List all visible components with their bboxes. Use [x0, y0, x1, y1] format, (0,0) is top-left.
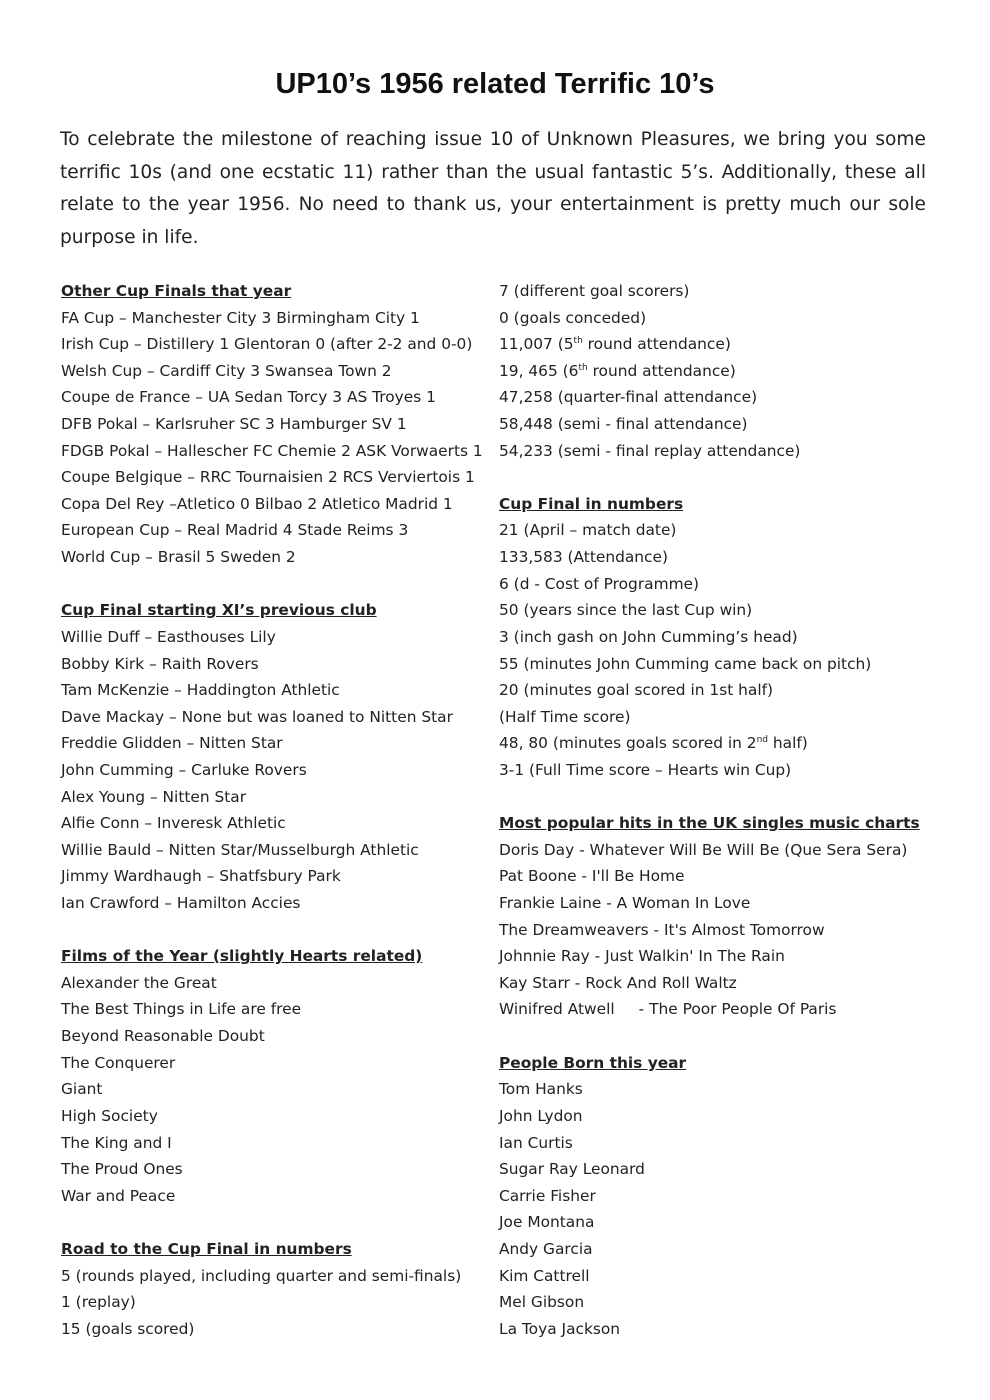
road-list-attendance	[499, 384, 939, 464]
list-item: Mel Gibson	[499, 1293, 585, 1312]
list-item: DFB Pokal – Karlsruher SC 3 Hamburger SV 1	[61, 415, 407, 434]
list-item: Copa Del Rey –Atletico 0 Bilbao 2 Atletico Madrid 1	[61, 494, 453, 513]
list-item: War and Peace	[61, 1186, 176, 1205]
section-gap	[61, 571, 481, 598]
list-item: Alfie Conn – Inveresk Athletic	[61, 814, 286, 833]
list-item: Coupe de France – UA Sedan Torcy 3 AS Troyes 1	[61, 388, 436, 407]
list-item: Alex Young – Nitten Star	[61, 787, 247, 806]
section-heading-final-numbers: Cup Final in numbers	[499, 494, 684, 513]
list-item: Alexander the Great	[61, 973, 217, 992]
list-item: Sugar Ray Leonard	[499, 1160, 645, 1179]
list-item: Ian Crawford – Hamilton Accies	[61, 894, 301, 913]
section-heading-previous-clubs: Cup Final starting XI’s previous club	[61, 601, 377, 620]
list-item: Pat Boone - I'll Be Home	[499, 867, 685, 886]
list-item: Freddie Glidden – Nitten Star	[61, 734, 283, 753]
list-item: Doris Day - Whatever Will Be Will Be (Que Sera Sera)	[499, 840, 908, 859]
list-item: 7 (different goal scorers)	[499, 282, 690, 300]
section-gap	[499, 1023, 939, 1050]
list-item: Tom Hanks	[499, 1080, 583, 1099]
list-item: The Proud Ones	[61, 1160, 183, 1179]
intro-paragraph: To celebrate the milestone of reaching issue 10 of Unknown Pleasures, we bring you some terrific 10s (and one ecstatic 11) rather than the usual fantastic 5’s. Additionally, these all relate to the year 1956. No need to thank us, your entertainment is pretty much our sole purpose in life.	[60, 129, 926, 248]
list-item: The Dreamweavers - It's Almost Tomorrow	[499, 920, 825, 939]
list-item: 47,258 (quarter-final attendance)	[499, 388, 758, 407]
cup-finals-list	[61, 305, 481, 571]
list-item: La Toya Jackson	[499, 1319, 621, 1338]
section-gap	[499, 464, 939, 491]
list-item: 15 (goals scored)	[61, 1319, 195, 1338]
list-item: 55 (minutes John Cumming came back on pitch)	[499, 654, 872, 673]
list-item: 5 (rounds played, including quarter and semi-finals)	[61, 1266, 462, 1285]
right-column	[499, 278, 939, 1342]
final-numbers-list	[499, 517, 939, 730]
list-item: The Conquerer	[61, 1053, 176, 1072]
section-heading-road-to-final: Road to the Cup Final in numbers	[61, 1239, 352, 1258]
list-item: Bobby Kirk – Raith Rovers	[61, 654, 259, 673]
section-heading-hits: Most popular hits in the UK singles music charts	[499, 814, 920, 833]
list-item: 21 (April – match date)	[499, 521, 677, 540]
list-item: 20 (minutes goal scored in 1st half)	[499, 681, 774, 700]
list-item: FA Cup – Manchester City 3 Birmingham City 1	[61, 308, 420, 327]
list-item: 11,007 (5th round attendance)	[499, 335, 731, 354]
list-item: 50 (years since the last Cup win)	[499, 601, 753, 620]
list-item: 1 (replay)	[61, 1293, 136, 1312]
list-item: John Lydon	[499, 1106, 583, 1125]
left-column	[61, 278, 481, 1342]
list-item: 58,448 (semi - final attendance)	[499, 415, 748, 434]
list-item: Jimmy Wardhaugh – Shatfsbury Park	[61, 867, 341, 886]
list-item: Coupe Belgique – RRC Tournaisien 2 RCS Verviertois 1	[61, 468, 475, 487]
list-item: Dave Mackay – None but was loaned to Nitten Star	[61, 707, 453, 726]
hits-list	[499, 837, 939, 997]
list-item: Kay Starr - Rock And Roll Waltz	[499, 973, 737, 992]
list-item: FDGB Pokal – Hallescher FC Chemie 2 ASK Vorwaerts 1	[61, 441, 483, 460]
section-heading-films: Films of the Year (slightly Hearts related)	[61, 947, 423, 966]
list-item: Beyond Reasonable Doubt	[61, 1027, 265, 1046]
section-gap	[61, 1209, 481, 1236]
list-item: 48, 80 (minutes goals scored in 2nd half)	[499, 734, 808, 753]
list-item: The Best Things in Life are free	[61, 1000, 302, 1019]
list-item: Ian Curtis	[499, 1133, 573, 1152]
list-item: 54,233 (semi - final replay attendance)	[499, 441, 801, 460]
section-heading-born: People Born this year	[499, 1053, 687, 1072]
list-item: Willie Bauld – Nitten Star/Musselburgh Athletic	[61, 840, 419, 859]
born-list	[499, 1076, 939, 1342]
list-item: 6 (d - Cost of Programme)	[499, 574, 700, 593]
page-title: UP10’s 1956 related Terrific 10’s	[275, 68, 715, 100]
list-item: Frankie Laine - A Woman In Love	[499, 894, 751, 913]
list-item: Kim Cattrell	[499, 1266, 590, 1285]
section-heading-cup-finals: Other Cup Finals that year	[61, 282, 292, 300]
list-item: Tam McKenzie – Haddington Athletic	[61, 681, 340, 700]
list-item: John Cumming – Carluke Rovers	[61, 760, 307, 779]
list-item: Winifred Atwell - The Poor People Of Paris	[499, 1000, 837, 1019]
list-item: Welsh Cup – Cardiff City 3 Swansea Town 2	[61, 361, 392, 380]
films-list	[61, 970, 481, 1209]
list-item: 0 (goals conceded)	[499, 308, 647, 327]
list-item: (Half Time score)	[499, 707, 631, 726]
list-item: High Society	[61, 1106, 158, 1125]
list-item: 133,583 (Attendance)	[499, 548, 668, 567]
list-item: Johnnie Ray - Just Walkin' In The Rain	[499, 947, 785, 966]
list-item: Joe Montana	[499, 1213, 595, 1232]
list-item: Andy Garcia	[499, 1239, 593, 1258]
list-item: European Cup – Real Madrid 4 Stade Reims 3	[61, 521, 409, 540]
section-gap	[61, 917, 481, 944]
list-item: World Cup – Brasil 5 Sweden 2	[61, 548, 296, 567]
list-item: 3-1 (Full Time score – Hearts win Cup)	[499, 760, 792, 779]
list-item: 19, 465 (6th round attendance)	[499, 361, 736, 380]
list-item: Carrie Fisher	[499, 1186, 596, 1205]
road-list-continued	[499, 278, 939, 331]
list-item: Irish Cup – Distillery 1 Glentoran 0 (after 2-2 and 0-0)	[61, 335, 473, 354]
road-list	[61, 1263, 481, 1343]
previous-clubs-list	[61, 624, 481, 917]
list-item: 3 (inch gash on John Cumming’s head)	[499, 627, 798, 646]
list-item: Giant	[61, 1080, 103, 1099]
list-item: The King and I	[61, 1133, 172, 1152]
list-item: Willie Duff – Easthouses Lily	[61, 627, 276, 646]
section-gap	[499, 784, 939, 811]
